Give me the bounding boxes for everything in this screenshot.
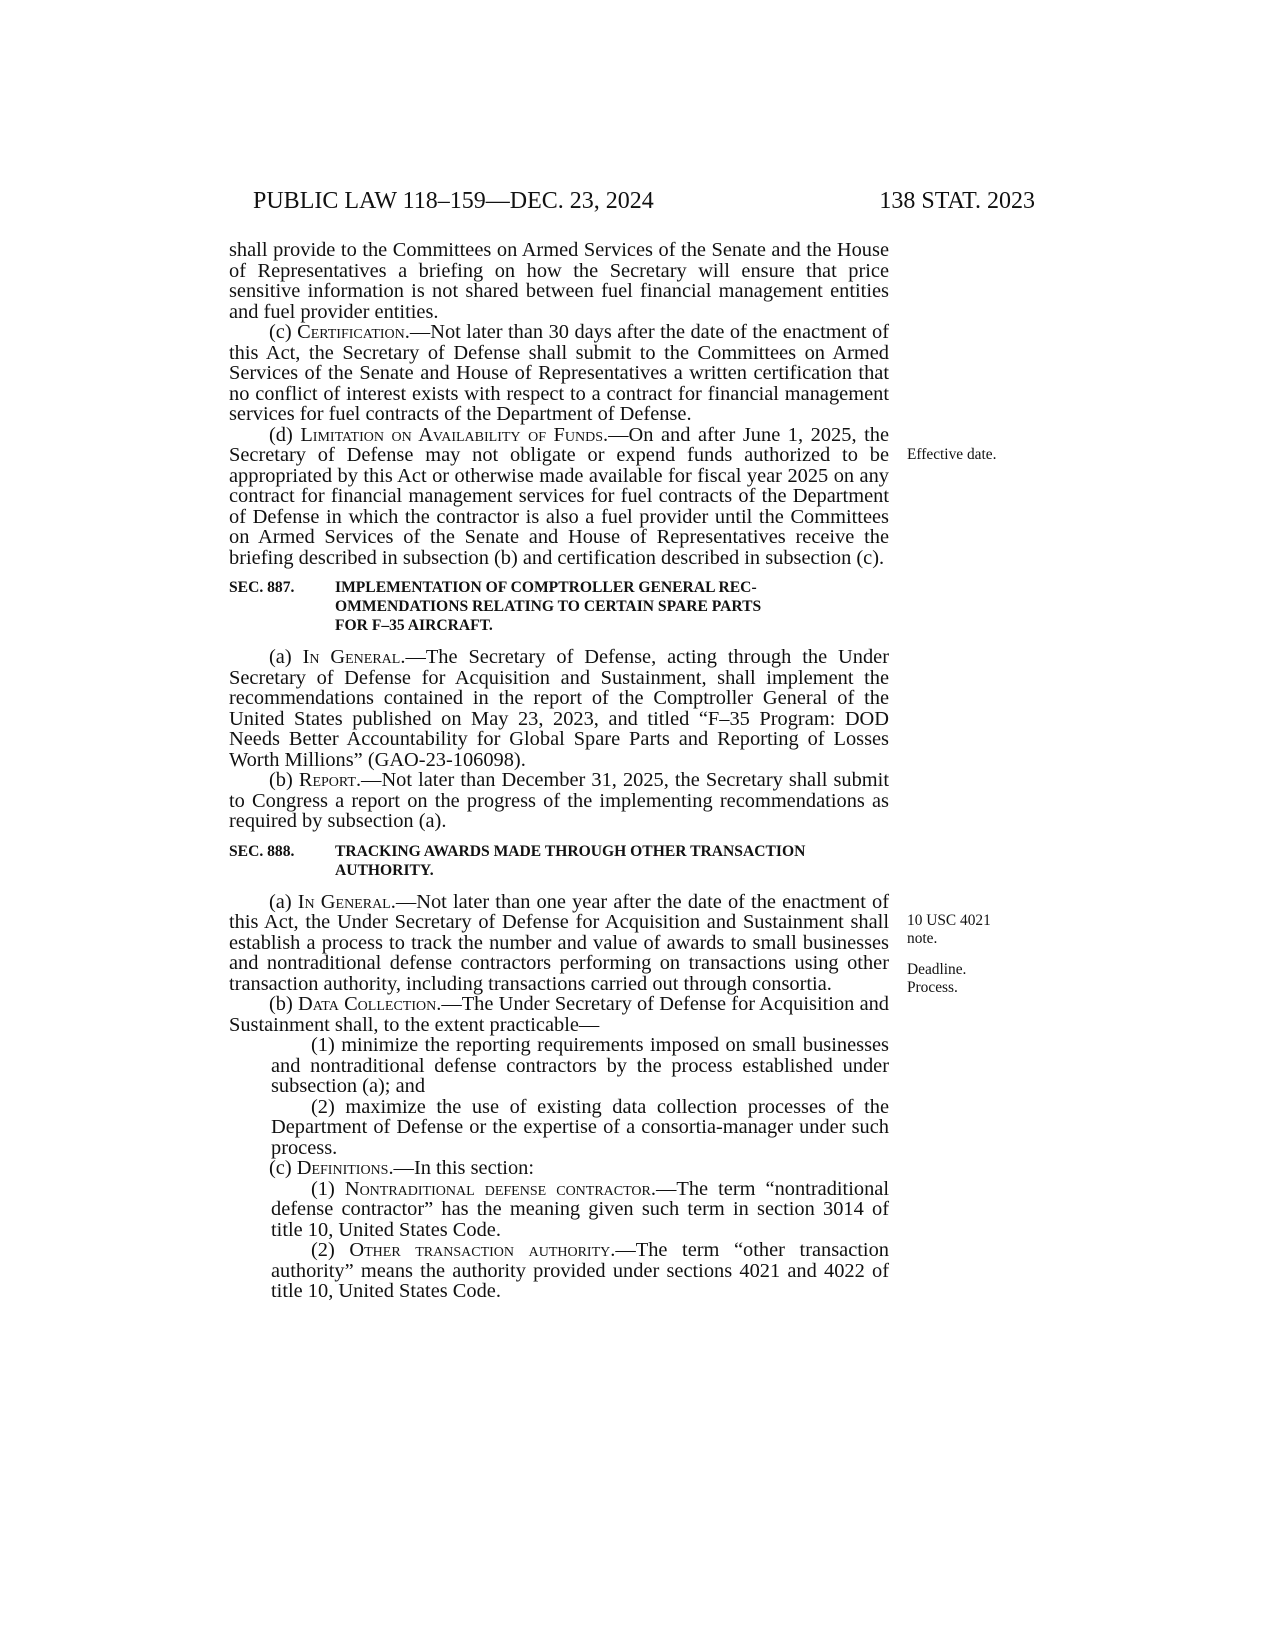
header-title: PUBLIC LAW 118–159—DEC. 23, 2024 xyxy=(253,188,654,214)
sec886-c-heading: Certification xyxy=(297,321,405,343)
page-header xyxy=(229,186,1035,216)
sec887-b-heading: Report xyxy=(298,769,356,791)
sec888-b-paragraph xyxy=(229,994,889,1035)
margin-note-usc xyxy=(907,912,1027,948)
sec887-b-label: (b) xyxy=(269,769,299,791)
margin-note-process: Process. xyxy=(907,979,958,996)
sec886-d-label: (d) xyxy=(269,423,301,446)
sec888-c1-heading: Nontraditional defense contractor xyxy=(344,1177,651,1200)
sec886-c-text: .—Not later than 30 days after the date of the enactment of this Act, the Secretary of Defense shall submit to the Committees on Armed Services of the Senate and House of Representatives a written certification that no conflict of interest exists with respect to a contract for financial management services for fuel contracts of the Department of Defense. xyxy=(229,321,889,425)
sec888-b1-paragraph: (1) minimize the reporting requirements imposed on small businesses and nontraditional defense contractors by the process established under subsection (a); and xyxy=(271,1034,889,1097)
sec887-a-paragraph xyxy=(229,647,889,770)
margin-note-effective-date: Effective date. xyxy=(907,446,997,463)
continuation-paragraph: shall provide to the Committees on Armed Services of the Senate and the House of Representatives a briefing on how the Secretary will ensure that price sensitive information is not shared between fuel financial management entities and fuel provider entities. xyxy=(229,239,889,323)
sec888-a-heading: In General xyxy=(297,890,391,913)
sec888-b-heading: Data Collection xyxy=(298,993,437,1015)
sec887-number: SEC. 887. xyxy=(229,579,295,596)
sec888-c2-paragraph xyxy=(229,1240,889,1302)
sec888-a-text: .—Not later than one year after the date of the enactment of this Act, the Under Secretary of Defense for Acquisition and Sustainment shall establish a process to track the number and value of awards to small businesses and nontraditional defense contractors performing on transactions using other transaction authority, including transactions carried out through consortia. xyxy=(229,890,889,995)
margin-note-deadline-process xyxy=(907,961,1027,997)
sec887-title-line3: FOR F–35 AIRCRAFT. xyxy=(335,617,493,634)
sec887-a-text: .—The Secretary of Defense, acting through the Under Secretary of Defense for Acquisition and Sustainment, shall implement the recommendations contained in the report of the Comptroller General of the United States published on May 23, 2023, and titled “F–35 Program: DOD Needs Better Accountability for Global Spare Parts and Reporting of Losses Worth Millions” (GAO-23-106098). xyxy=(229,646,889,771)
sec888-a-label: (a) xyxy=(269,890,298,913)
sec888-c1-paragraph xyxy=(229,1179,889,1241)
sec888-c-label: (c) xyxy=(269,1157,297,1179)
margin-note-deadline: Deadline. xyxy=(907,961,967,978)
sec888-title-line1: TRACKING AWARDS MADE THROUGH OTHER TRANSACTION xyxy=(335,842,806,860)
sec888-c1-text: .—The term “nontraditional defense contractor” has the meaning given such term in section 3014 of title 10, United States Code. xyxy=(271,1177,889,1241)
sec888-b2-paragraph: (2) maximize the use of existing data collection processes of the Department of Defense or the expertise of a consortia-manager under such process. xyxy=(271,1095,889,1159)
sec886-c-paragraph xyxy=(229,322,889,425)
sec887-a-label: (a) xyxy=(269,646,303,668)
sec887-a-heading: In General xyxy=(302,646,401,668)
sec888-c-text: .—In this section: xyxy=(388,1157,535,1179)
sec888-c1-label: (1) xyxy=(311,1177,345,1200)
sec888-a-paragraph xyxy=(229,892,889,995)
sec888-b-label: (b) xyxy=(269,993,299,1015)
sec888-title xyxy=(335,842,889,880)
sec887-b-paragraph xyxy=(229,770,889,832)
sec888-c2-heading: Other transaction authority xyxy=(349,1239,611,1261)
sec886-d-text: .—On and after June 1, 2025, the Secretary of Defense may not obligate or expend funds authorized to be appropriated by this Act or otherwise made available for fiscal year 2025 on any contract for financial management services for fuel contracts of the Department of Defense in which the contractor is also a fuel provider until the Committees on Armed Services of the Senate and House of Representatives receive the briefing described in subsection (b) and certification described in subsection (c). xyxy=(229,423,890,569)
sec888-c-paragraph xyxy=(229,1158,889,1179)
sec888-b-text: .—The Under Secretary of Defense for Acquisition and Sustainment shall, to the extent practicable— xyxy=(229,993,890,1036)
sec887-heading xyxy=(229,578,889,635)
sec888-number: SEC. 888. xyxy=(229,842,295,860)
sec888-heading xyxy=(229,842,889,880)
sec887-b-text: .—Not later than December 31, 2025, the Secretary shall submit to Congress a report on the progress of the implementing recommendations as required by subsection (a). xyxy=(229,769,889,832)
sec888-title-line2: AUTHORITY. xyxy=(335,861,434,879)
sec887-title xyxy=(335,578,889,635)
margin-note-usc-line1: 10 USC 4021 xyxy=(907,912,991,929)
sec886-d-heading: Limitation on Availability of Funds xyxy=(300,423,604,446)
sec888-c2-label: (2) xyxy=(311,1239,350,1261)
sec888-c2-text: .—The term “other transaction authority” means the authority provided under sections 4021 and 4022 of title 10, United States Code. xyxy=(271,1239,889,1302)
sec887-title-line1: IMPLEMENTATION OF COMPTROLLER GENERAL REC- xyxy=(335,579,757,596)
sec886-d-paragraph xyxy=(229,425,889,569)
header-page-number: 138 STAT. 2023 xyxy=(879,188,1035,214)
sec888-c-heading: Definitions xyxy=(296,1157,389,1179)
sec887-title-line2: OMMENDATIONS RELATING TO CERTAIN SPARE PARTS xyxy=(335,598,762,615)
sec886-c-label: (c) xyxy=(269,321,298,343)
margin-note-usc-line2: note. xyxy=(907,930,938,947)
body-text xyxy=(229,240,889,1302)
